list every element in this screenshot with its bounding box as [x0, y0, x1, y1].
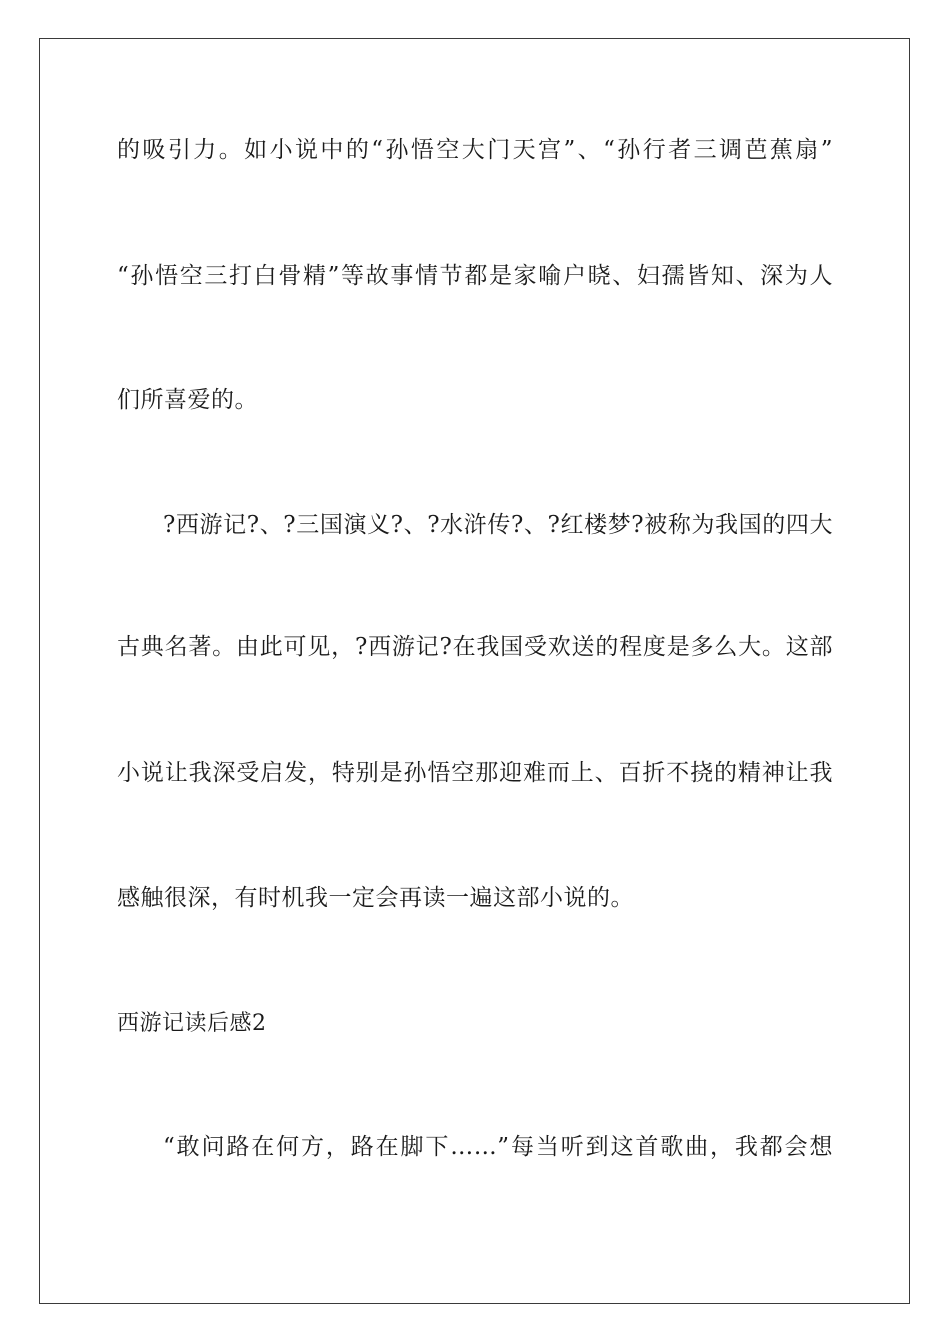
paragraph-line-3: 们所喜爱的。 — [117, 387, 258, 413]
paragraph-line-2: “孙悟空三打白骨精”等故事情节都是家喻户晓、妇孺皆知、深为人 — [117, 263, 833, 289]
paragraph-line-1: 的吸引力。如小说中的“孙悟空大门天宫”、“孙行者三调芭蕉扇” — [117, 137, 833, 163]
page-border — [39, 38, 910, 1304]
paragraph-line-7: 感触很深，有时机我一定会再读一遍这部小说的。 — [117, 885, 634, 911]
paragraph-line-6: 小说让我深受启发，特别是孙悟空那迎难而上、百折不挠的精神让我 — [117, 760, 833, 786]
section-title: 西游记读后感2 — [117, 1011, 267, 1036]
paragraph-line-5: 古典名著。由此可见，?西游记?在我国受欢送的程度是多么大。这部 — [117, 634, 833, 660]
paragraph-line-4: ?西游记?、?三国演义?、?水浒传?、?红楼梦?被称为我国的四大 — [163, 512, 833, 538]
paragraph-line-8: “敢问路在何方，路在脚下……”每当听到这首歌曲，我都会想 — [163, 1134, 833, 1160]
